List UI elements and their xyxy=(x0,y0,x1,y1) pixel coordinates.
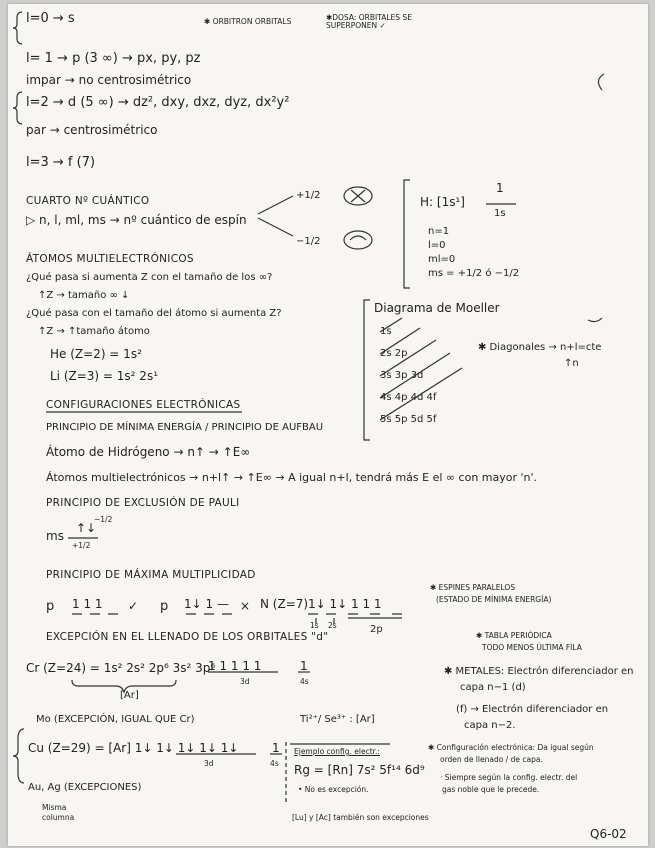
impar-line: impar → no centrosimétrico xyxy=(26,73,192,87)
cr-s-box: 1 xyxy=(300,659,308,673)
cu-line: Cu (Z=29) = [Ar] 1↓ 1↓ 1↓ 1↓ 1↓ xyxy=(28,741,239,755)
pauli-plus: +1/2 xyxy=(72,541,91,550)
n-label-1s: 1s xyxy=(310,621,319,630)
n-boxes: 1↓ 1↓ 1 1 1 xyxy=(308,597,382,611)
h-config: H: [1s¹] xyxy=(420,195,465,209)
l2-line: l=2 → d (5 ∞) → dz², dxy, dxz, dyz, dx²y² xyxy=(26,95,290,110)
brace-l2 xyxy=(13,92,22,124)
ti-line: Ti²⁺/ Se³⁺ : [Ar] xyxy=(300,714,375,725)
au-line: Au, Ag (EXCEPCIONES) xyxy=(28,782,142,793)
note-dosa: ✱DOSA: ORBITALES SE SUPERPONEN ✓ xyxy=(326,13,412,31)
hund-b-boxes: 1↓ 1 — xyxy=(184,597,229,611)
l3-line: l=3 → f (7) xyxy=(26,155,96,170)
h-box-bracket xyxy=(404,180,410,288)
cr-config: Cr (Z=24) = 1s² 2s² 2p⁶ 3s² 3p⁶ xyxy=(26,661,216,675)
moeller-row-1: 1s xyxy=(380,326,392,337)
config-title: CONFIGURACIONES ELECTRÓNICAS xyxy=(46,399,241,411)
espines-note-1: ✱ ESPINES PARALELOS xyxy=(430,583,516,592)
metales-4: capa n−2. xyxy=(464,720,516,731)
cr-d-boxes: 1 1 1 1 1 xyxy=(208,659,262,673)
brace-l1 xyxy=(13,12,22,44)
n-label-2p: 2p xyxy=(370,624,383,635)
diagonales-note: ✱ Diagonales → n+l=cte xyxy=(478,342,602,353)
pauli-ms: ms xyxy=(46,529,64,543)
ejemplo-note: • No es excepción. xyxy=(298,785,369,794)
hund-a-mark: ✓ xyxy=(128,599,139,613)
tabla-note-1: ✱ TABLA PERIÓDICA xyxy=(476,631,552,640)
diagonales-n: ↑n xyxy=(564,358,579,369)
pauli-minus: −1/2 xyxy=(94,515,113,524)
hund-a-letter: p xyxy=(46,599,55,614)
config-note-1: ✱ Configuración electrónica: Da igual según xyxy=(428,743,594,752)
hund-b-mark: × xyxy=(240,599,251,613)
config-note-3: · Siempre según la config. electr. del xyxy=(440,773,578,782)
moeller-row-5: 5s 5p 5d 5f xyxy=(380,414,437,425)
cr-s-label: 4s xyxy=(300,677,309,686)
qn-ml: ml=0 xyxy=(428,254,456,265)
moeller-row-3: 3s 3p 3d xyxy=(380,370,424,381)
cuarto-line: ▷ n, l, ml, ms → nº cuántico de espín xyxy=(26,213,247,227)
cu-d-label: 3d xyxy=(204,759,214,768)
hidrogeno-line: Átomo de Hidrógeno → n↑ → ↑E∞ xyxy=(46,445,251,459)
spin-arrow-up xyxy=(258,196,293,214)
n-config: N (Z=7) xyxy=(260,597,309,611)
metales-2: capa n−1 (d) xyxy=(460,682,526,693)
question-1: ¿Qué pasa si aumenta Z con el tamaño de los ∞? xyxy=(26,272,273,283)
mo-line: Mo (EXCEPCIÓN, IGUAL QUE Cr) xyxy=(36,714,195,725)
qn-ms: ms = +1/2 ó −1/2 xyxy=(428,268,520,279)
pauli-title: PRINCIPIO DE EXCLUSIÓN DE PAULI xyxy=(46,497,240,509)
qn-l: l=0 xyxy=(428,240,446,251)
spin-arrow-down xyxy=(258,218,293,236)
config-note-4: gas noble que le precede. xyxy=(442,785,540,794)
frac-num: 1 xyxy=(496,181,504,195)
tabla-note-2: TODO MENOS ÚLTIMA FILA xyxy=(482,643,582,652)
notebook-page xyxy=(8,4,648,846)
config-note-2: orden de llenado / de capa. xyxy=(440,755,543,764)
misma-2: columna xyxy=(42,813,75,822)
moeller-bracket xyxy=(364,300,370,440)
moeller-title: Diagrama de Moeller xyxy=(374,301,500,315)
spin-up-label: +1/2 xyxy=(296,190,321,201)
metales-1: ✱ METALES: Electrón diferenciador en xyxy=(444,666,634,677)
page-number: Q6-02 xyxy=(590,827,627,841)
moeller-row-4: 4s 4p 4d 4f xyxy=(380,392,437,403)
hund-title: PRINCIPIO DE MÁXIMA MULTIPLICIDAD xyxy=(46,569,256,581)
ejemplo-title: Ejemplo config. electr.: xyxy=(294,747,380,756)
li-config: Li (Z=3) = 1s² 2s¹ xyxy=(50,369,158,383)
atomos-title: ÁTOMOS MULTIELECTRÓNICOS xyxy=(26,253,194,265)
cu-s-box: 1 xyxy=(272,741,280,755)
cuarto-title: CUARTO Nº CUÁNTICO xyxy=(26,195,150,207)
hund-a-boxes: 1 1 1 xyxy=(72,597,103,611)
he-config: He (Z=2) = 1s² xyxy=(50,347,142,361)
answer-2: ↑Z → ↑tamaño átomo xyxy=(38,326,150,337)
ar-label: [Ar] xyxy=(120,690,139,701)
l0-line: l=0 → s xyxy=(26,11,75,26)
cr-d-label: 3d xyxy=(240,677,250,686)
question-2: ¿Qué pasa con el tamaño del átomo si aumenta Z? xyxy=(26,308,282,319)
frac-den: 1s xyxy=(494,208,506,219)
hund-b-letter: p xyxy=(160,599,169,614)
excepcion-title: EXCEPCIÓN EN EL LLENADO DE LOS ORBITALES "d" xyxy=(46,631,329,643)
moeller-row-2: 2s 2p xyxy=(380,348,408,359)
n-label-2s: 2s xyxy=(328,621,337,630)
l1-line: l= 1 → p (3 ∞) → px, py, pz xyxy=(26,51,201,66)
brace-cu xyxy=(13,729,24,783)
misma-1: Misma xyxy=(42,803,67,812)
principio-min: PRINCIPIO DE MÍNIMA ENERGÍA / PRINCIPIO DE AUFBAU xyxy=(46,422,324,433)
metales-3: (f) → Electrón diferenciador en xyxy=(456,704,609,715)
lu-ac-note: [Lu] y [Ac] también son excepciones xyxy=(292,813,429,822)
pauli-arrows: ↑↓ xyxy=(76,521,97,535)
multi-line: Átomos multielectrónicos → n+l↑ → ↑E∞ → A igual n+l, tendrá más E el ∞ con mayor 'n'. xyxy=(46,471,538,484)
ejemplo-rg: Rg = [Rn] 7s² 5f¹⁴ 6d⁹ xyxy=(294,763,425,777)
espines-note-2: (ESTADO DE MÍNIMA ENERGÍA) xyxy=(436,595,552,604)
cu-s-label: 4s xyxy=(270,759,279,768)
answer-1: ↑Z → tamaño ∞ ↓ xyxy=(38,290,130,301)
qn-n: n=1 xyxy=(428,226,450,237)
note-orbitron: ✱ ORBITRON ORBITALS xyxy=(204,17,292,26)
par-line: par → centrosimétrico xyxy=(26,123,158,137)
spin-down-label: −1/2 xyxy=(296,236,321,247)
